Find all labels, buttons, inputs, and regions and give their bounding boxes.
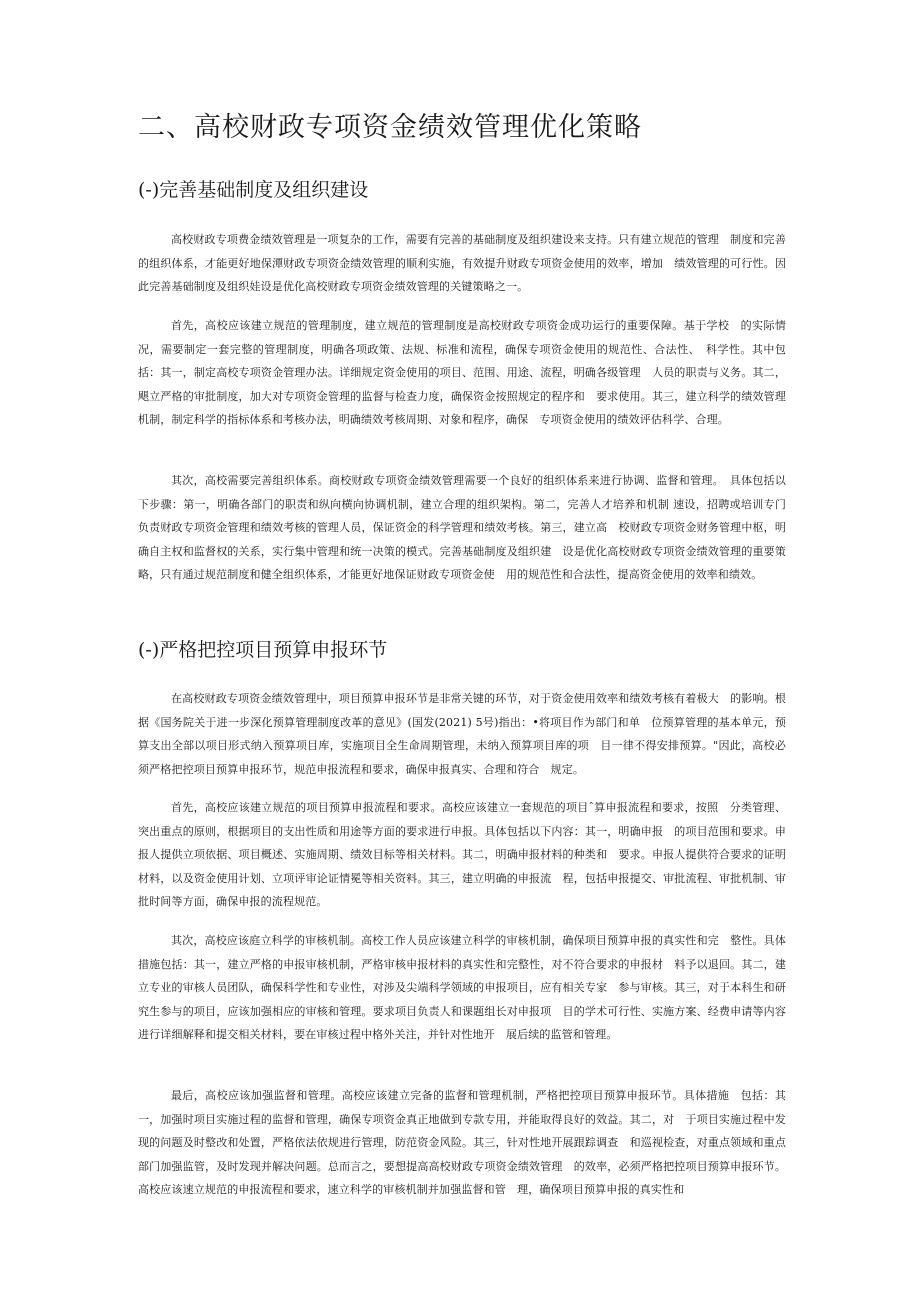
paragraph: 最后，高校应该加强监督和管理。高校应该建立完备的监督和管理机制，严格把控项目预算申报环节。具体措施 包括：其一，加强时项目实施过程的监督和管理，确保专项资金真正地做到专款专用，并能取得良好的效益。其二，对 于项目实施过程中发现的问题及时整改和处置，严格依法依规进行管理，防范资金风险。其三，针对性地开展跟踪调查 和巡视检查，对重点领域和重点部门加强监管，及时发现并解决问题。总而言之，要想提高高校财政专项资金绩效管理 的效率，必须严格把控项目预算申报环节。高校应该速立规范的申报流程和要求，速立科学的审核机制并加强监督和管 理，确保项目预算申报的真实性和 <box>138 1089 786 1197</box>
paragraph: 其次，高校需要完善组织体系。商校财政专项资金绩效管理需要一个良好的组织体系来进行协调、监督和管理。 具体包括以下步骤：第一，明确各部门的职责和纵向横向协调机制，建立合理的组织架构。第二，完善人才培养和机制 速设，招聘或培训专门负责财政专项资金管理和绩效考核的管理人员，保证资金的科学管理和绩效考核。第三，建立高 校财政专项资金财务管理中枢，明确自主权和监督权的关系，实行集中管理和统一决策的模式。完善基础制度及组织建 设是优化高校财政专项资金绩效管理的重要策略，只有通过规范制度和健全组织体系，才能更好地保证财政专项资金使 用的规范性和合法性，提高资金使用的效率和绩效。 <box>138 474 786 582</box>
paragraph: 高校财政专项费金绩效管理是一项复杂的工作，需要有完善的基础制度及组织建设来支持。只有建立规范的管理 制度和完善的组织体系，才能更好地保潭财政专项资金绩效管理的顺利实施，有效提升财政专项资金使用的效率，增加 绩效管理的可行性。因此完善基础制度及组织娃设是优化高校财政专项资金绩效管理的关键策略之一。 <box>138 233 786 294</box>
paragraph: 首先，高校应该建立规范的管理制度，建立规范的管理制度是高校财政专项资金成功运行的重要保障。基于学校 的实际情况，需要制定一套完整的管理制度，明确各项政策、法规、标准和流程，确保专项资金使用的规范性、合法性、 科学性。其中包括：其一，制定高校专项资金管理办法。详细规定资金使用的项目、范围、用途、流程，明确各级管理 人员的职责与义务。其二，飓立严格的审批制度，加大对专项资金管理的监督与检查力度，确保资金按照规定的程序和 要求使用。其三，建立科学的绩效管理机制，制定科学的指标体系和考核办法，明确绩效考核周期、对象和程序，确保 专项资金使用的绩效评估科学、合理。 <box>138 319 786 427</box>
paragraph: 其次，高校应该庭立科学的审核机制。高校工作人员应该建立科学的审核机制，确保项目预算申报的真实性和完 整性。具体措施包括：其一，建立严格的申报审核机制，严格审核申报材料的真实性和完整性，对不符合要求的申报材 料予以退回。其二，建立专业的审核人员团队，确保科学性和专业性，对涉及尖端科学领域的申报项目，应有相关专家 参与审核。其三，对于本科生和研究生参与的项目，应该加强相应的审核和管理。要求项目负责人和课题组长对申报项 目的学术可行性、实施方案、经费申请等内容进行详细解释和提交相关材料，要在审核过程中格外关注，并针对性地开 展后续的监管和管理。 <box>138 934 786 1042</box>
document-title: 二、高校财政专项资金绩效管理优化策略 <box>138 112 642 143</box>
section-heading-2: (-)严格把控项目预算申报环节 <box>138 639 388 661</box>
paragraph: 在高校财政专项资金绩效管理中，项目预算申报环节是非常关键的环节，对于资金使用效率和绩效考核有着极大 的影响。根据《国务院关于进一步深化预算管理制度改革的意见》(国发(2021) 5号)指出：•将项目作为部门和单 位预算管理的基本单元，预算支出全部以项目形式纳入预算项目库，实施项目全生命周期管理，未纳入预算项目库的项 目一律不得安排预算。"因此，高校必须严格把控项目预算申报环节，规范申报流程和要求，确保申报真实、合理和符合 规定。 <box>138 692 786 776</box>
section-heading-1: (-)完善基础制度及组织建设 <box>138 179 369 201</box>
paragraph: 首先，高校应该建立规范的项目预算申报流程和要求。高校应该建立一套规范的项目ˆ算申报流程和要求，按照 分类管理、突出重点的原则，根据项目的支出性质和用途等方面的要求进行申报。具体包括以下内容：其一，明确申报 的项目范围和要求。申报人提供立项依据、项目概述、实施周期、绩效目标等相关材料。其二，明确申报材料的种类和 要求。申报人提供符合要求的证明材料，以及资金使用计划、立项评审论证情冕等相关资料。其三，建立明确的申报流 程，包括申报提交、审批流程、审批机制、审批时间等方面，确保申报的流程规范。 <box>138 801 786 909</box>
